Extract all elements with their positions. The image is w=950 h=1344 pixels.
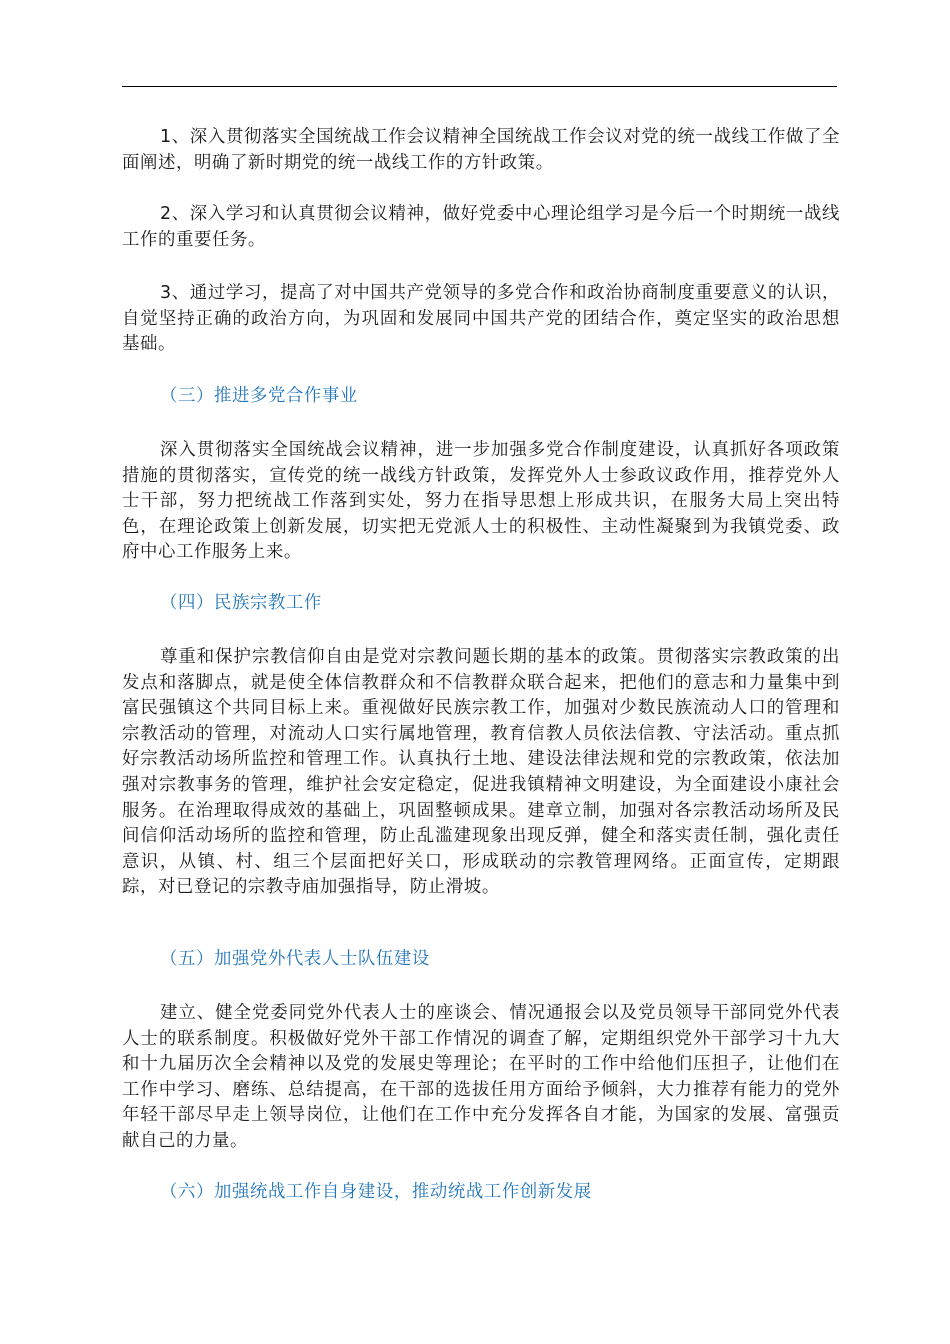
header-rule	[122, 86, 837, 87]
paragraph-3: 3、通过学习，提高了对中国共产党领导的多党合作和政治协商制度重要意义的认识，自觉坚持正确的政治方向，为巩固和发展同中国共产党的团结合作，奠定坚实的政治思想基础。	[122, 283, 840, 355]
paragraph-6: 建立、健全党委同党外代表人士的座谈会、情况通报会以及党员领导干部同党外代表人士的联系制度。积极做好党外干部工作情况的调查了解，定期组织党外干部学习十九大和十九届历次全会精神以及党的发展史等理论；在平时的工作中给他们压担子，让他们在工作中学习、磨练、总结提高，在干部的选拔任用方面给予倾斜，大力推荐有能力的党外年轻干部尽早走上领导岗位，让他们在工作中充分发挥各自才能，为国家的发展、富强贡献自己的力量。	[122, 1003, 840, 1151]
section-heading-6: （六）加强统战工作自身建设，推动统战工作创新发展	[160, 1182, 592, 1202]
paragraph-1: 1、深入贯彻落实全国统战工作会议精神全国统战工作会议对党的统一战线工作做了全面阐述，明确了新时期党的统一战线工作的方针政策。	[122, 127, 840, 173]
section-heading-3: （三）推进多党合作事业	[160, 386, 358, 406]
section-heading-4: （四）民族宗教工作	[160, 593, 322, 613]
section-heading-5: （五）加强党外代表人士队伍建设	[160, 949, 430, 969]
paragraph-4: 深入贯彻落实全国统战会议精神，进一步加强多党合作制度建设，认真抓好各项政策措施的贯彻落实，宣传党的统一战线方针政策，发挥党外人士参政议政作用，推荐党外人士干部，努力把统战工作落到实处，努力在指导思想上形成共识，在服务大局上突出特色，在理论政策上创新发展，切实把无党派人士的积极性、主动性凝聚到为我镇党委、政府中心工作服务上来。	[122, 440, 840, 563]
paragraph-2: 2、深入学习和认真贯彻会议精神，做好党委中心理论组学习是今后一个时期统一战线工作的重要任务。	[122, 204, 840, 250]
paragraph-5: 尊重和保护宗教信仰自由是党对宗教问题长期的基本的政策。贯彻落实宗教政策的出发点和落脚点，就是使全体信教群众和不信教群众联合起来，把他们的意志和力量集中到富民强镇这个共同目标上来。重视做好民族宗教工作，加强对少数民族流动人口的管理和宗教活动的管理，对流动人口实行属地管理，教育信教人员依法信教、守法活动。重点抓好宗教活动场所监控和管理工作。认真执行土地、建设法律法规和党的宗教政策，依法加强对宗教事务的管理，维护社会安定稳定，促进我镇精神文明建设，为全面建设小康社会服务。在治理取得成效的基础上，巩固整顿成果。建章立制，加强对各宗教活动场所及民间信仰活动场所的监控和管理，防止乱滥建现象出现反弹，健全和落实责任制，强化责任意识，从镇、村、组三个层面把好关口，形成联动的宗教管理网络。正面宣传，定期跟踪，对已登记的宗教寺庙加强指导，防止滑坡。	[122, 647, 840, 898]
